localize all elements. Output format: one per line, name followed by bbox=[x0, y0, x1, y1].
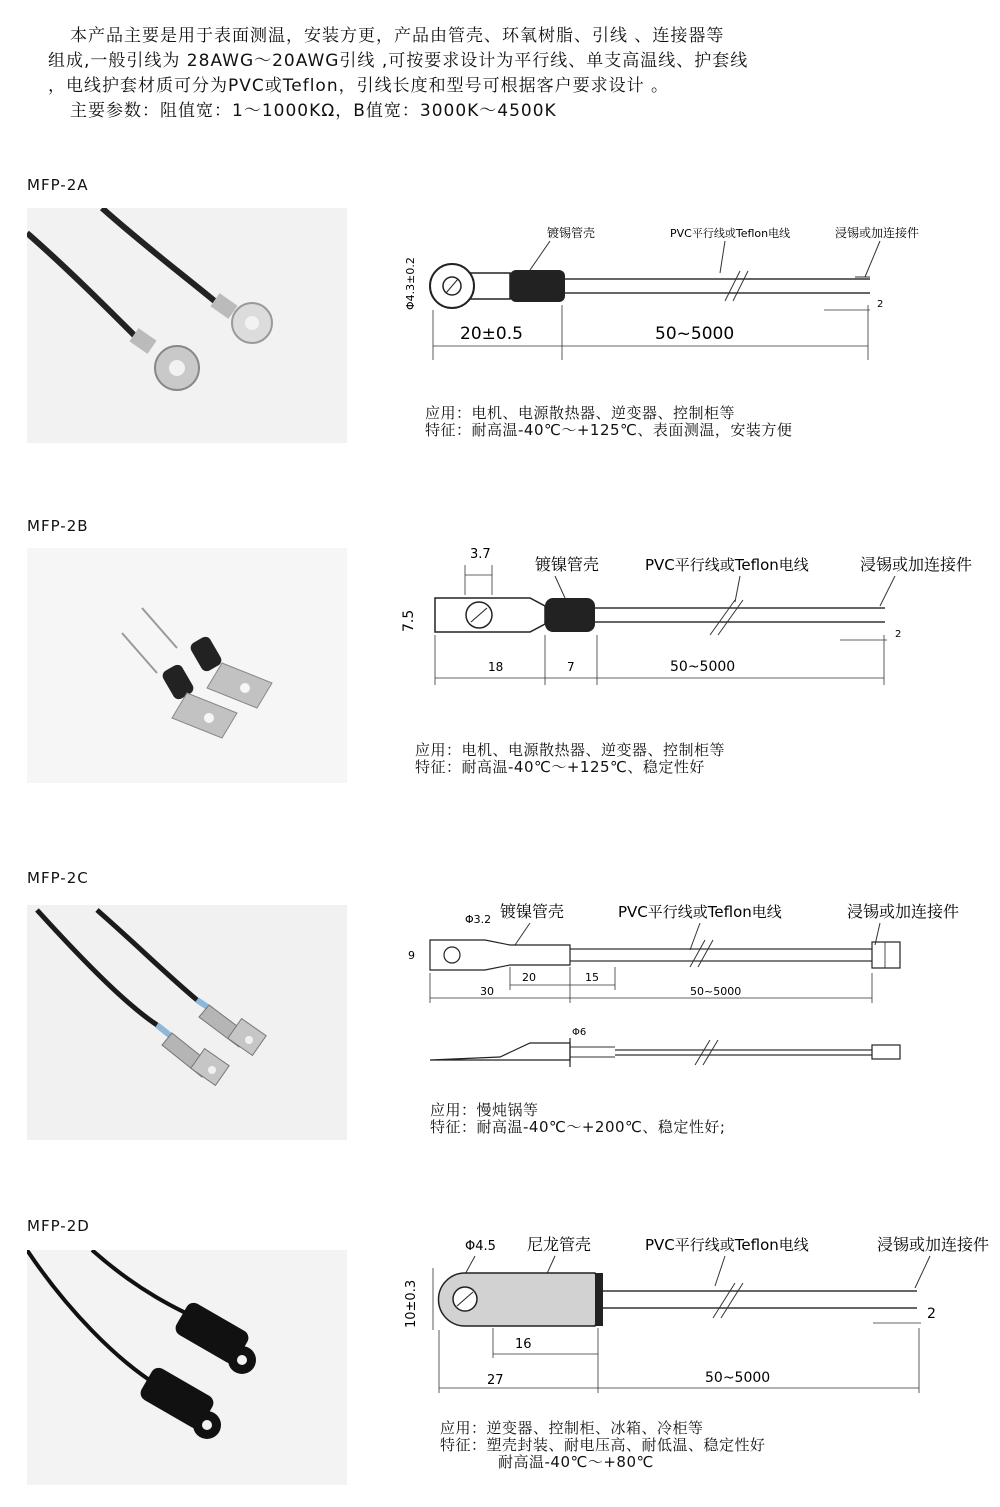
drawing-2c bbox=[400, 895, 1000, 1085]
length-dim-2b-3: 50~5000 bbox=[670, 659, 736, 675]
drawing-2a bbox=[400, 215, 1000, 375]
model-label-2d: MFP-2D bbox=[27, 1217, 90, 1235]
model-label-2a: MFP-2A bbox=[27, 176, 89, 194]
note-2b bbox=[415, 742, 725, 776]
feature-2d: 特征：塑壳封装、耐电压高、耐低温、稳定性好 bbox=[440, 1436, 766, 1454]
drawing-2b bbox=[395, 540, 1000, 700]
application-2d: 应用：逆变器、控制柜、冰箱、冷柜等 bbox=[440, 1419, 704, 1437]
length-dim-2c-1: 20 bbox=[522, 971, 536, 984]
note-2d bbox=[440, 1420, 766, 1471]
wire-label-2b: PVC平行线或Teflon电线 bbox=[645, 556, 809, 574]
connector-label-2c: 浸锡或加连接件 bbox=[847, 902, 960, 921]
length-dim-2b-2: 7 bbox=[567, 660, 575, 674]
intro-line-4: 主要参数：阻值宽：1～1000KΩ，B值宽：3000K～4500K bbox=[70, 101, 557, 121]
length-dim-2c-2: 15 bbox=[585, 971, 599, 984]
strip-dim-2b: 2 bbox=[895, 629, 902, 640]
hole-dim-2a: Φ4.3±0.2 bbox=[404, 257, 417, 310]
intro-line-1: 本产品主要是用于表面测温，安装方更，产品由管壳、环氧树脂、引线 、连接器等 bbox=[70, 26, 725, 46]
product-photo-2a bbox=[27, 208, 347, 443]
hole-dim-2d: Φ4.5 bbox=[465, 1239, 496, 1254]
feature-2d-temp: 耐高温-40℃～+80℃ bbox=[498, 1453, 654, 1471]
shell-label-2a: 镀锡管壳 bbox=[547, 226, 596, 240]
length-dim-2c-3: 30 bbox=[480, 985, 494, 998]
strip-dim-2a: 2 bbox=[877, 299, 884, 310]
height-dim-2d: 10±0.3 bbox=[404, 1279, 419, 1328]
product-photo-2d bbox=[27, 1250, 347, 1485]
length-dim-2d-3: 50~5000 bbox=[705, 1370, 771, 1386]
connector-label-2a: 浸锡或加连接件 bbox=[835, 226, 920, 240]
hole-dim-2c: Φ3.2 bbox=[465, 913, 492, 926]
application-2a: 应用：电机、电源散热器、逆变器、控制柜等 bbox=[425, 404, 736, 422]
length-dim-2d-1: 16 bbox=[515, 1337, 532, 1352]
shell-label-2d: 尼龙管壳 bbox=[527, 1235, 592, 1254]
model-label-2b: MFP-2B bbox=[27, 517, 89, 535]
note-2a bbox=[425, 405, 792, 439]
connector-label-2d: 浸锡或加连接件 bbox=[877, 1235, 990, 1254]
strip-dim-2d: 2 bbox=[927, 1306, 936, 1322]
length-dim-2a-2: 50~5000 bbox=[655, 324, 735, 344]
length-dim-2a-1: 20±0.5 bbox=[460, 324, 523, 344]
intro-line-2: 组成,一般引线为 28AWG～20AWG引线 ,可按要求设计为平行线、单支高温线、护套线 bbox=[48, 51, 749, 71]
length-dim-2b-1: 18 bbox=[488, 660, 504, 674]
note-2c bbox=[430, 1102, 725, 1136]
feature-2c: 特征：耐高温-40℃～+200℃、稳定性好; bbox=[430, 1118, 726, 1136]
wire-label-2d: PVC平行线或Teflon电线 bbox=[645, 1236, 809, 1254]
height-dim-2c: 9 bbox=[408, 949, 415, 962]
shell-label-2c: 镀镍管壳 bbox=[500, 902, 565, 921]
feature-2b: 特征：耐高温-40℃～+125℃、稳定性好 bbox=[415, 758, 705, 776]
height-dim-2b: 7.5 bbox=[401, 609, 417, 632]
feature-2a: 特征：耐高温-40℃～+125℃、表面测温，安装方便 bbox=[425, 421, 793, 439]
application-2b: 应用：电机、电源散热器、逆变器、控制柜等 bbox=[415, 741, 726, 759]
wire-label-2c: PVC平行线或Teflon电线 bbox=[618, 903, 782, 921]
application-2c: 应用：慢炖锅等 bbox=[430, 1101, 539, 1119]
product-photo-2b bbox=[27, 548, 347, 783]
intro-text bbox=[50, 24, 990, 124]
drawing-2d bbox=[395, 1228, 1000, 1403]
wire-label-2a: PVC平行线或Teflon电线 bbox=[670, 227, 791, 240]
length-dim-2c-4: 50~5000 bbox=[690, 985, 742, 998]
model-label-2c: MFP-2C bbox=[27, 869, 89, 887]
product-photo-2c bbox=[27, 905, 347, 1140]
connector-label-2b: 浸锡或加连接件 bbox=[860, 555, 973, 574]
intro-line-3: ，电线护套材质可分为PVC或Teflon，引线长度和型号可根据客户要求设计 。 bbox=[48, 76, 669, 96]
length-dim-2d-2: 27 bbox=[487, 1373, 504, 1388]
hole-dim-2b: 3.7 bbox=[470, 547, 491, 562]
shell-label-2b: 镀镍管壳 bbox=[535, 555, 600, 574]
tube-dim-2c: Φ6 bbox=[572, 1027, 587, 1038]
